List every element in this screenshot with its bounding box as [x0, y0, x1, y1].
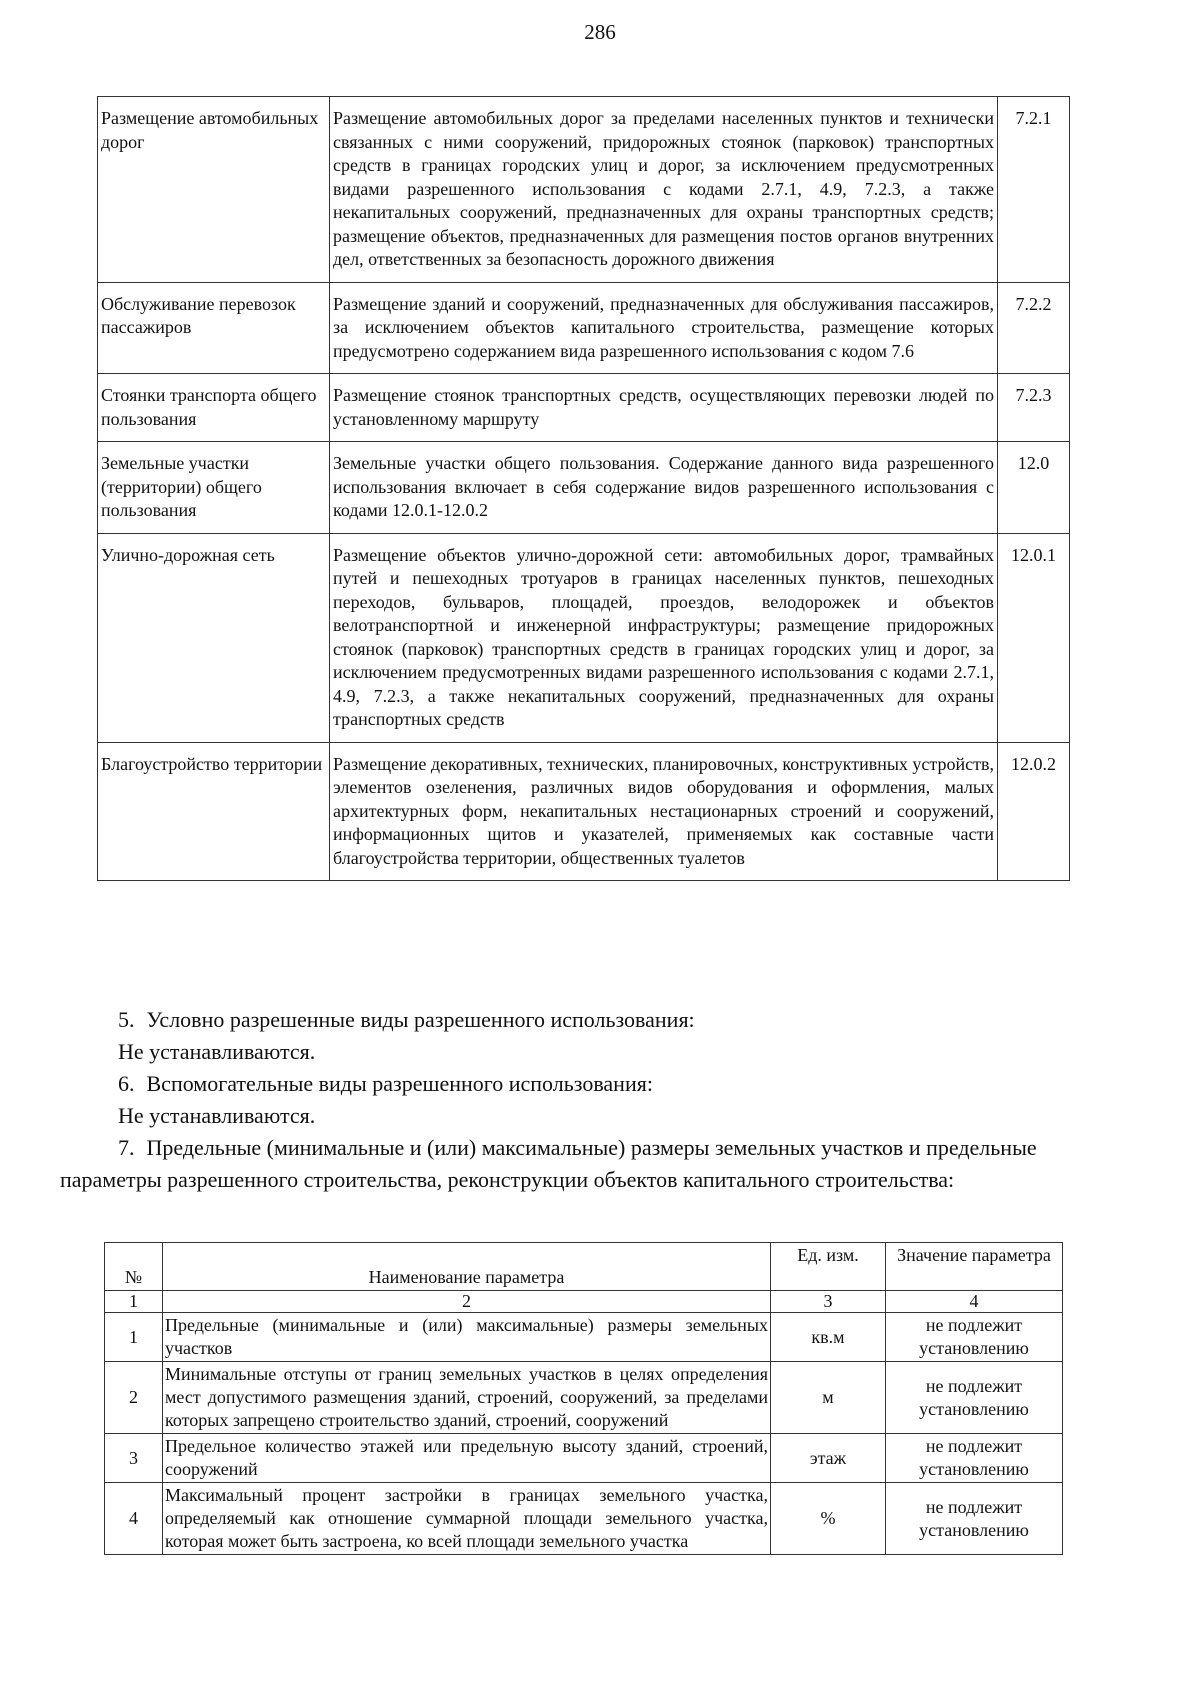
- section-number: 7.: [118, 1135, 135, 1160]
- param-num: 2: [105, 1362, 163, 1434]
- use-description: Размещение автомобильных дорог за пределами населенных пунктов и технически связанных с ними сооружений, придорожных стоянок (парковок) транспортных средств в границах городских улиц и дорог, за исключением предусмотренных видами разрешенного использования с кодами 2.7.1, 4.9, 7.2.3, а также некапитальных сооружений, предназначенных для охраны транспортных средств; размещение объектов, предназначенных для размещения постов органов внутренних дел, ответственных за безопасность дорожного движения: [330, 97, 998, 283]
- section-7-heading: [60, 1132, 1060, 1196]
- table-row: [105, 1313, 1063, 1362]
- parameters-table: [104, 1242, 1063, 1555]
- column-index: 1: [105, 1291, 163, 1313]
- use-description: Земельные участки общего пользования. Содержание данного вида разрешенного использования включает в себя содержание видов разрешенного использования с кодами 12.0.1-12.0.2: [330, 442, 998, 534]
- permitted-uses-table: [97, 96, 1070, 881]
- use-code: 12.0.2: [998, 742, 1070, 881]
- param-value: не подлежит установлению: [886, 1313, 1063, 1362]
- param-unit: м: [771, 1362, 886, 1434]
- param-value: не подлежит установлению: [886, 1362, 1063, 1434]
- table-row: [98, 374, 1070, 442]
- use-description: Размещение декоративных, технических, планировочных, конструктивных устройств, элементов озеленения, различных видов оборудования и оформления, малых архитектурных форм, некапитальных нестационарных строений и сооружений, информационных щитов и указателей, применяемых как составные части благоустройства территории, общественных туалетов: [330, 742, 998, 881]
- use-name: Земельные участки (территории) общего пользования: [98, 442, 330, 534]
- section-5-heading: [118, 1004, 1058, 1036]
- section-text: Вспомогательные виды разрешенного использования:: [146, 1071, 653, 1096]
- header-unit: Ед. изм.: [771, 1243, 886, 1291]
- header-num: №: [105, 1243, 163, 1291]
- section-text: Предельные (минимальные и (или) максимальные) размеры земельных участков и предельные параметры разрешенного строительства, реконструкции объектов капитального строительства:: [60, 1135, 1037, 1192]
- column-index-row: [105, 1291, 1063, 1313]
- use-name: Благоустройство территории: [98, 742, 330, 881]
- table-row: [98, 442, 1070, 534]
- use-code: 12.0.1: [998, 533, 1070, 742]
- use-code: 7.2.3: [998, 374, 1070, 442]
- section-number: 6.: [118, 1071, 135, 1096]
- param-value: не подлежит установлению: [886, 1483, 1063, 1555]
- table-row: [98, 533, 1070, 742]
- table-row: [105, 1434, 1063, 1483]
- param-num: 3: [105, 1434, 163, 1483]
- param-name: Предельные (минимальные и (или) максимальные) размеры земельных участков: [163, 1313, 771, 1362]
- use-name: Улично-дорожная сеть: [98, 533, 330, 742]
- param-num: 1: [105, 1313, 163, 1362]
- use-description: Размещение стоянок транспортных средств, осуществляющих перевозки людей по установленному маршруту: [330, 374, 998, 442]
- table-row: [98, 742, 1070, 881]
- section-6-heading: [118, 1068, 1058, 1100]
- param-name: Максимальный процент застройки в границах земельного участка, определяемый как отношение суммарной площади земельного участка, которая может быть застроена, ко всей площади земельного участка: [163, 1483, 771, 1555]
- param-name: Минимальные отступы от границ земельных участков в целях определения мест допустимого размещения зданий, строений, сооружений, за пределами которых запрещено строительство зданий, строений, сооружений: [163, 1362, 771, 1434]
- param-unit: кв.м: [771, 1313, 886, 1362]
- section-number: 5.: [118, 1007, 135, 1032]
- header-value: Значение параметра: [886, 1243, 1063, 1291]
- table-row: [98, 282, 1070, 374]
- section-6-value: Не устанавливаются.: [118, 1103, 316, 1128]
- param-unit: %: [771, 1483, 886, 1555]
- table-row: [98, 97, 1070, 283]
- header-name: Наименование параметра: [163, 1243, 771, 1291]
- use-description: Размещение зданий и сооружений, предназначенных для обслуживания пассажиров, за исключением объектов капитального строительства, размещение которых предусмотрено содержанием вида разрешенного использования с кодом 7.6: [330, 282, 998, 374]
- table-row: [105, 1362, 1063, 1434]
- section-text: Условно разрешенные виды разрешенного использования:: [146, 1007, 695, 1032]
- param-num: 4: [105, 1483, 163, 1555]
- use-code: 7.2.1: [998, 97, 1070, 283]
- column-index: 3: [771, 1291, 886, 1313]
- section-5-value: Не устанавливаются.: [118, 1039, 316, 1064]
- use-name: Стоянки транспорта общего пользования: [98, 374, 330, 442]
- table-row: [105, 1483, 1063, 1555]
- column-index: 4: [886, 1291, 1063, 1313]
- param-name: Предельное количество этажей или предельную высоту зданий, строений, сооружений: [163, 1434, 771, 1483]
- page-number: 286: [584, 20, 616, 44]
- column-index: 2: [163, 1291, 771, 1313]
- use-code: 12.0: [998, 442, 1070, 534]
- use-description: Размещение объектов улично-дорожной сети: автомобильных дорог, трамвайных путей и пешеходных тротуаров в границах населенных пунктов, пешеходных переходов, бульваров, площадей, проездов, велодорожек и объектов велотранспортной и инженерной инфраструктуры; размещение придорожных стоянок (парковок) транспортных средств в границах городских улиц и дорог, за исключением предусмотренных видами разрешенного использования с кодами 2.7.1, 4.9, 7.2.3, а также некапитальных сооружений, предназначенных для охраны транспортных средств: [330, 533, 998, 742]
- use-name: Обслуживание перевозок пассажиров: [98, 282, 330, 374]
- use-name: Размещение автомобильных дорог: [98, 97, 330, 283]
- table-header-row: [105, 1243, 1063, 1291]
- use-code: 7.2.2: [998, 282, 1070, 374]
- param-unit: этаж: [771, 1434, 886, 1483]
- param-value: не подлежит установлению: [886, 1434, 1063, 1483]
